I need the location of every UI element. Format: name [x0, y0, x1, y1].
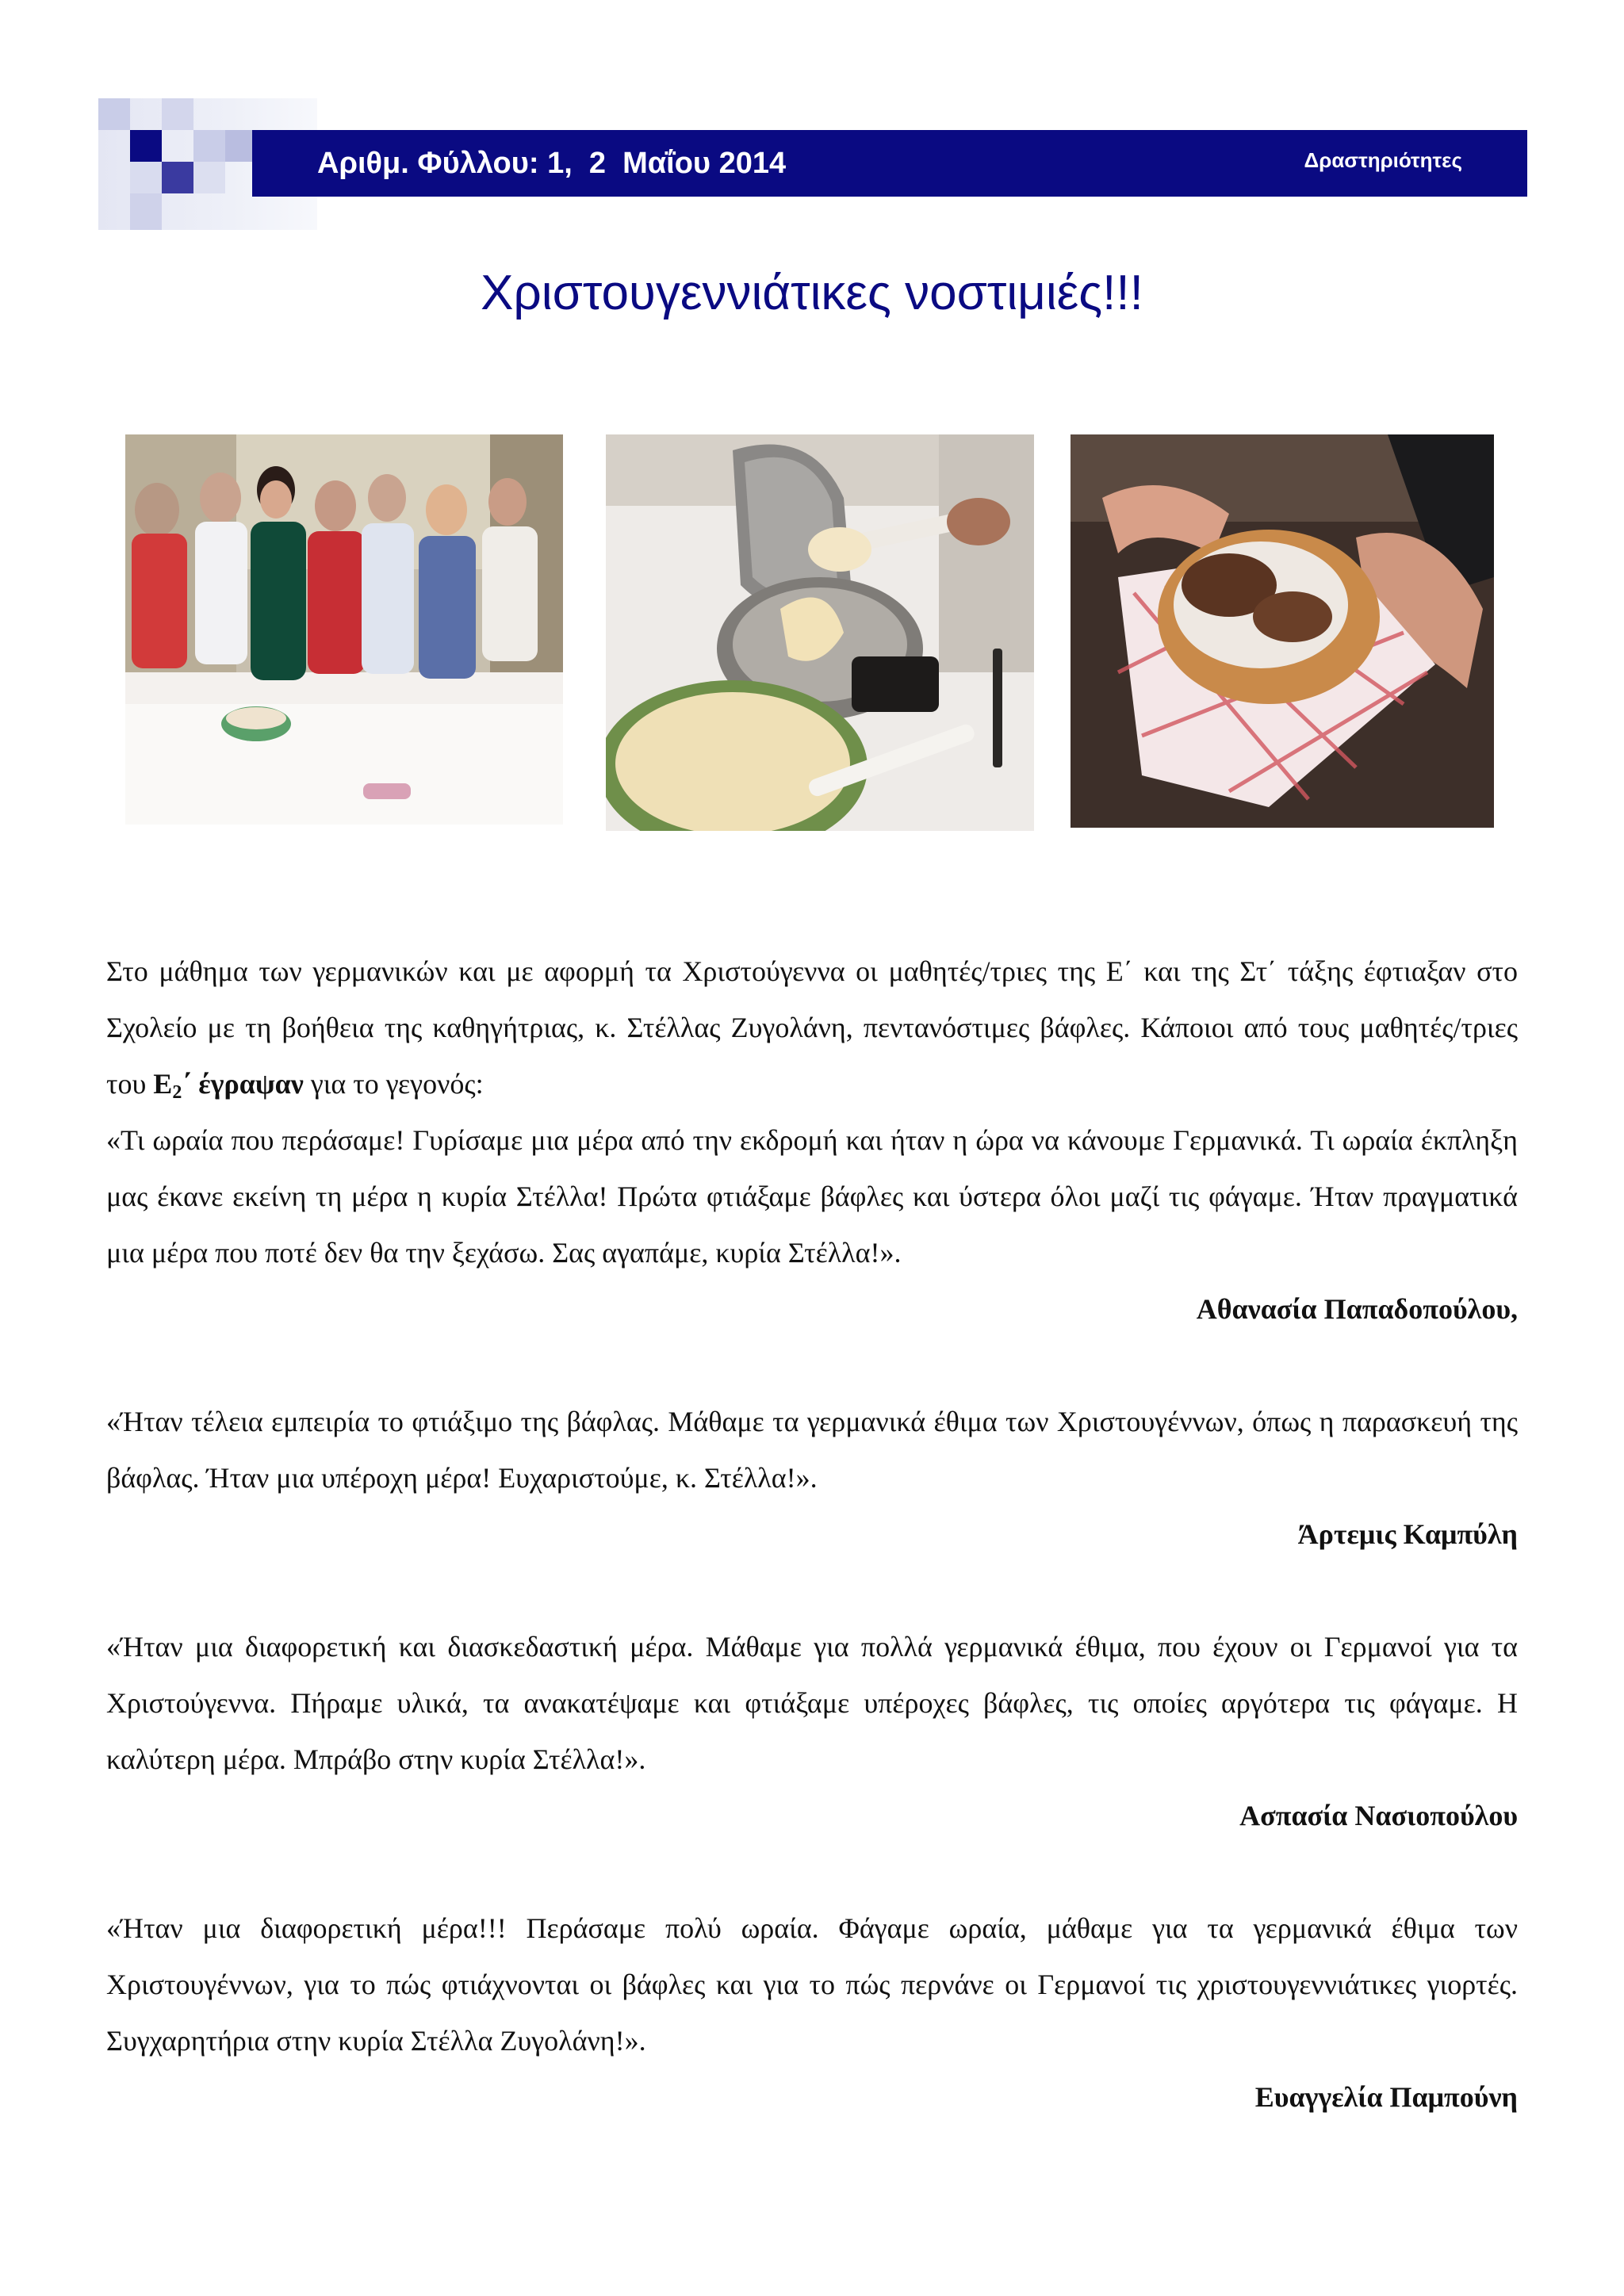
class-group-photo	[125, 434, 563, 825]
waffle-iron-photo	[606, 434, 1034, 831]
class-name: $E_2΄$ έγραψαν	[153, 1068, 304, 1103]
finished-waffle-photo	[1071, 434, 1494, 828]
testimonial-author: Άρτεμις Καμπύλη	[1297, 1518, 1518, 1550]
testimonial-author: Ασπασία Νασιοπούλου	[1239, 1800, 1518, 1831]
testimonial-author: Ευαγγελία Παμπούνη	[1254, 2081, 1518, 2113]
testimonial-text: «Ήταν μια διαφορετική και διασκεδαστική μέρα. Μάθαμε για πολλά γερμανικά έθιμα, που έχουν οι Γερμανοί για τα Χριστούγεννα. Πήραμε υλικά, τα ανακατέψαμε και φτιάξαμε υπέροχες βάφλες, τις οποίες αργότερα τις φάγαμε. Η καλύτερη μέρα. Μπράβο στην κυρία Στέλλα!».	[106, 1631, 1518, 1775]
intro-paragraph: Στο μάθημα των γερμανικών και με αφορμή τα Χριστούγεννα οι μαθητές/τριες της Ε΄ και της Στ΄ τάξης έφτιαξαν στο Σχολείο με τη βοήθεια της καθηγήτριας, κ. Στέλλας Ζυγολάνη, πεντανόστιμες βάφλες. Κάποιοι από τους μαθητές/τριες του $E_2΄$ έγραψαν για το γεγονός:	[106, 955, 1518, 1103]
testimonial-text: «Ήταν μια διαφορετική μέρα!!! Περάσαμε πολύ ωραία. Φάγαμε ωραία, μάθαμε για τα γερμανικά έθιμα των Χριστουγέννων, για το πώς φτιάχνονται οι βάφλες και για το πώς περνάνε οι Γερμανοί τις χριστουγεννιάτικες γιορτές. Συγχαρητήρια στην κυρία Στέλλα Ζυγολάνη!».	[106, 1912, 1518, 2057]
section-label: Δραστηριότητες	[1304, 148, 1462, 172]
page-title: Χριστουγεννιάτικες νοστιμιές!!!	[481, 266, 1143, 320]
issue-number: Αριθμ. Φύλλου: 1, 2 Μαΐου 2014	[317, 147, 787, 180]
testimonial-text: «Τι ωραία που περάσαμε! Γυρίσαμε μια μέρα από την εκδρομή και ήταν η ώρα να κάνουμε Γερμανικά. Τι ωραία έκπληξη μας έκανε εκείνη τη μέρα η κυρία Στέλλα! Πρώτα φτιάξαμε βάφλες και ύστερα όλοι μαζί τις φάγαμε. Ήταν πραγματικά μια μέρα που ποτέ δεν θα την ξεχάσω. Σας αγαπάμε, κυρία Στέλλα!».	[106, 1124, 1518, 1269]
article-body	[106, 943, 1518, 2126]
testimonial-text: «Ήταν τέλεια εμπειρία το φτιάξιμο της βάφλας. Μάθαμε τα γερμανικά έθιμα των Χριστουγέννων, όπως η παρασκευή της βάφλας. Ήταν μια υπέροχη μέρα! Ευχαριστούμε, κ. Στέλλα!».	[106, 1406, 1518, 1494]
testimonial-author: Αθανασία Παπαδοπούλου,	[1196, 1293, 1518, 1325]
